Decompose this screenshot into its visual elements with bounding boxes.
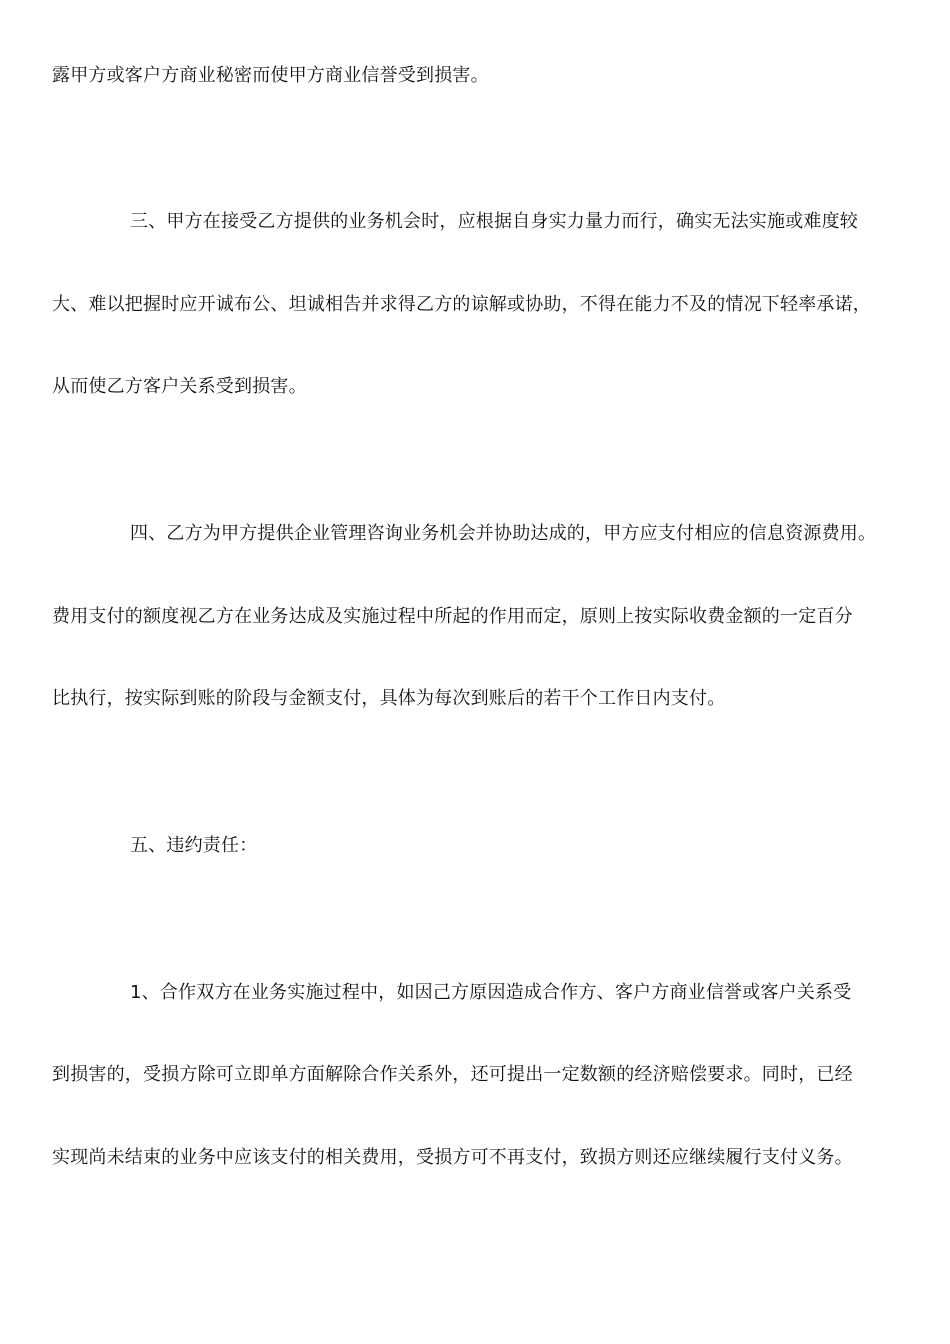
paragraph-line-continuation: 露甲方或客户方商业秘密而使甲方商业信誉受到损害。 [52, 65, 489, 86]
item-one-line-3: 实现尚未结束的业务中应该支付的相关费用，受损方可不再支付，致损方则还应继续履行支付义务。 [52, 1147, 853, 1168]
clause-three-line-3: 从而使乙方客户关系受到损害。 [52, 376, 307, 397]
clause-four-line-2: 费用支付的额度视乙方在业务达成及实施过程中所起的作用而定，原则上按实际收费金额的一定百分 [52, 606, 853, 627]
clause-four-line-3: 比执行，按实际到账的阶段与金额支付，具体为每次到账后的若干个工作日内支付。 [52, 688, 726, 709]
clause-three-line-1: 三、甲方在接受乙方提供的业务机会时，应根据自身实力量力而行，确实无法实施或难度较 [130, 211, 858, 232]
clause-three-line-2: 大、难以把握时应开诚布公、坦诚相告并求得乙方的谅解或协助，不得在能力不及的情况下轻率承诺， [52, 294, 871, 315]
section-heading-breach-liability: 五、违约责任： [130, 835, 258, 856]
clause-four-line-1: 四、乙方为甲方提供企业管理咨询业务机会并协助达成的，甲方应支付相应的信息资源费用。 [130, 523, 877, 544]
item-one-line-2: 到损害的，受损方除可立即单方面解除合作关系外，还可提出一定数额的经济赔偿要求。同时，已经 [52, 1064, 853, 1085]
item-one-line-1: 1、合作双方在业务实施过程中，如因己方原因造成合作方、客户方商业信誉或客户关系受 [130, 982, 852, 1003]
